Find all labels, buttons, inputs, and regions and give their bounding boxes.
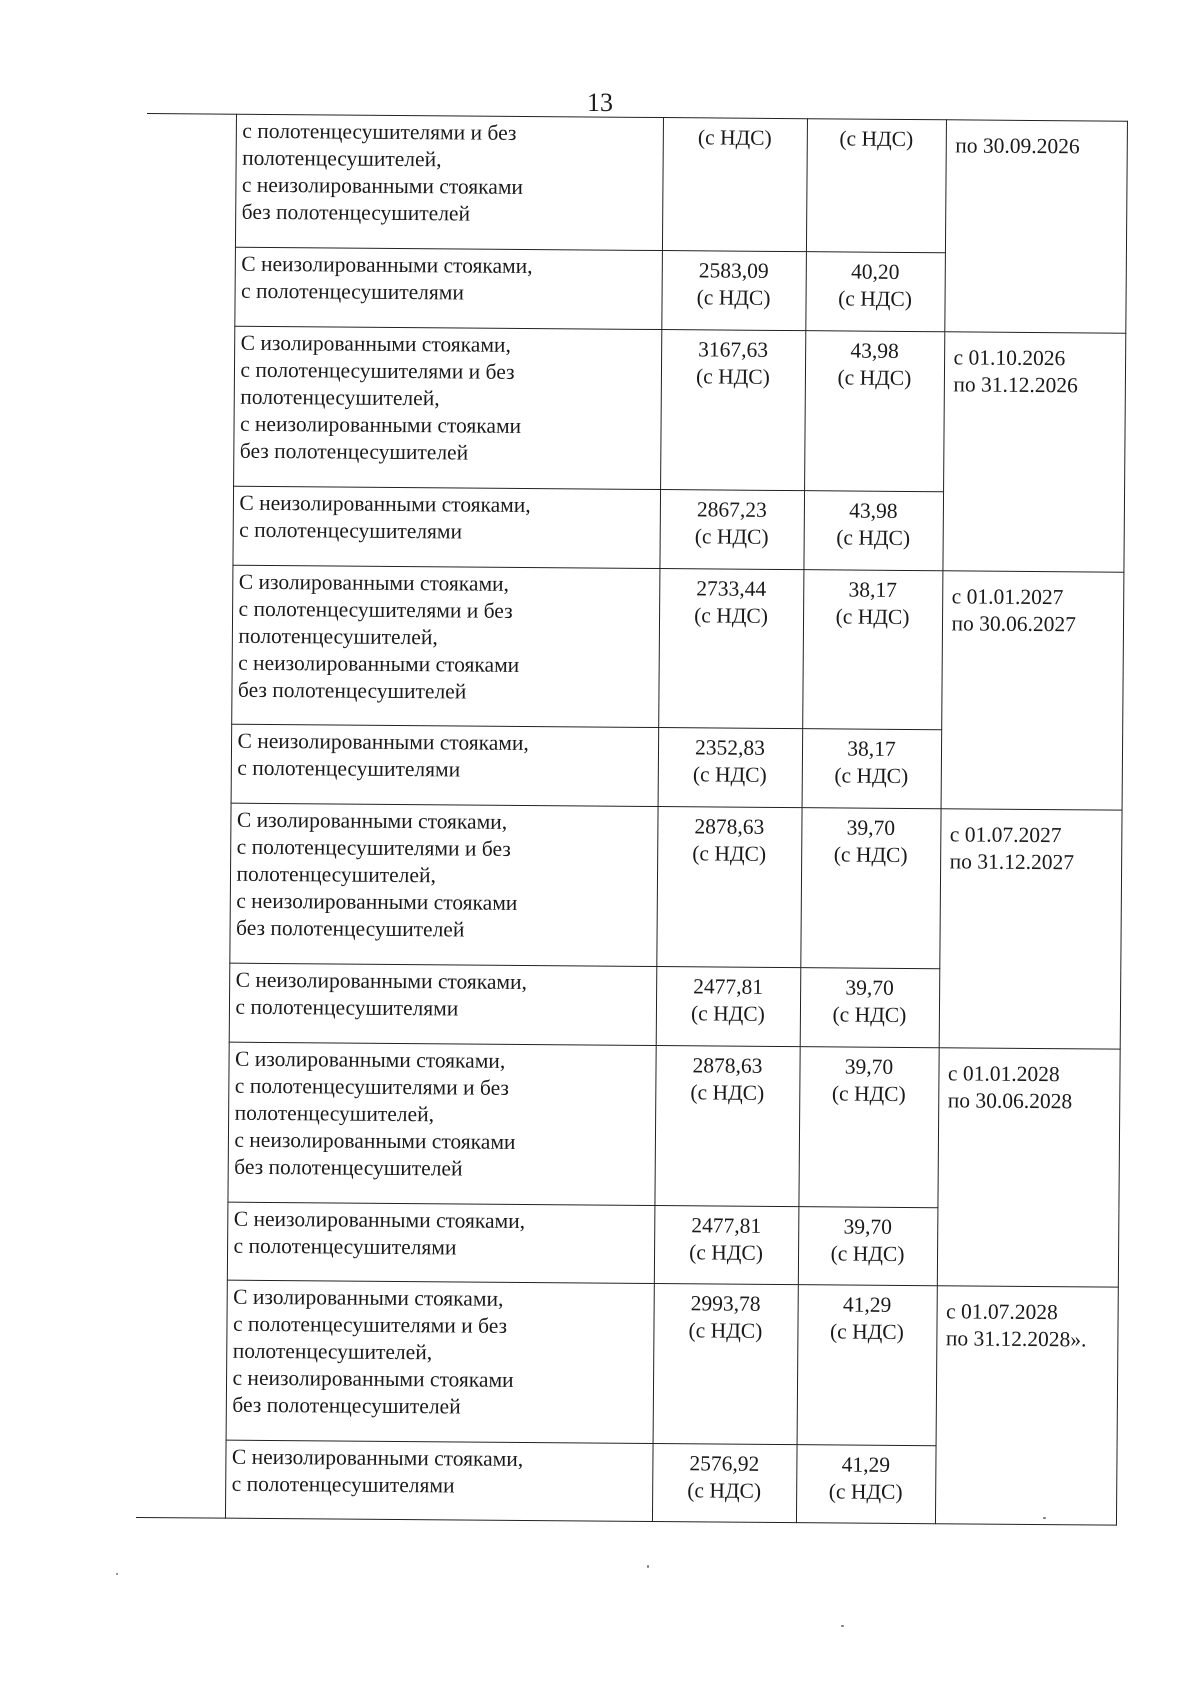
tariff-rate-line: (с НДС) xyxy=(836,525,911,550)
scan-speck xyxy=(116,1573,118,1575)
tariff-rate-line: 39,70 xyxy=(843,1214,893,1239)
tariff-price-line: (с НДС) xyxy=(690,1001,765,1026)
riser-description-line: с полотенцесушителями xyxy=(231,1471,455,1498)
validity-period-line: с 01.07.2027 xyxy=(949,822,1062,848)
tariff-rate-line: (с НДС) xyxy=(835,604,910,629)
riser-description-line: полотенцесушителей, xyxy=(238,623,438,650)
tariff-price-line: 2583,09 xyxy=(698,258,769,284)
tariff-rate-line: (с НДС) xyxy=(833,842,908,868)
scan-speck xyxy=(841,1625,844,1627)
validity-period-line: по 30.09.2026 xyxy=(955,133,1080,159)
riser-description-line: полотенцесушителей, xyxy=(234,1100,435,1127)
tariff-price-line: (с НДС) xyxy=(687,1478,762,1503)
scan-speck xyxy=(647,1565,649,1568)
riser-description-line: без полотенцесушителей xyxy=(239,438,469,465)
riser-description-line: с полотенцесушителями xyxy=(235,994,459,1021)
tariff-price-line: (с НДС) xyxy=(688,1318,763,1344)
table-row xyxy=(137,1280,1118,1447)
tariff-rate xyxy=(800,808,940,969)
riser-description-line: с полотенцесушителями и без xyxy=(236,835,511,862)
validity-period-line: по 30.06.2028 xyxy=(947,1088,1073,1114)
riser-description-line: С неизолированными стояками, xyxy=(237,729,529,756)
riser-description-line: с полотенцесушителями xyxy=(237,756,461,782)
tariff-price xyxy=(656,967,801,1047)
tariff-rate-line: 41,29 xyxy=(842,1292,892,1318)
tariff-rate xyxy=(802,569,942,730)
tariff-rate-line: (с НДС) xyxy=(828,1479,903,1505)
tariff-rate xyxy=(806,119,946,254)
validity-period xyxy=(937,1048,1120,1288)
riser-description-line: с полотенцесушителями и без xyxy=(232,1312,508,1339)
tariff-price xyxy=(658,568,803,729)
tariff-price-line: (с НДС) xyxy=(689,1239,764,1265)
tariff-price-line: (с НДС) xyxy=(690,1080,765,1105)
riser-description-line: С неизолированными стояками, xyxy=(235,967,528,995)
riser-description-line: с полотенцесушителями xyxy=(239,517,463,544)
tariff-rate-line: (с НДС) xyxy=(830,1240,905,1266)
riser-description-line: полотенцесушителей, xyxy=(240,384,440,411)
tariff-price-line: 2733,44 xyxy=(696,576,767,601)
riser-description-line: без полотенцесушителей xyxy=(234,1154,463,1181)
riser-description-line: с полотенцесушителями и без xyxy=(242,118,517,145)
tariff-rate-line: 39,70 xyxy=(846,815,896,841)
validity-period xyxy=(942,332,1125,572)
tariff-price xyxy=(654,1045,799,1206)
tariff-price xyxy=(652,1444,797,1523)
riser-description xyxy=(231,565,659,728)
riser-description xyxy=(235,114,663,251)
tariff-price xyxy=(658,728,803,808)
tariff-rate-line: 38,17 xyxy=(847,737,896,762)
tariff-price xyxy=(659,489,804,569)
tariff-price-line: 2477,81 xyxy=(691,1212,762,1238)
validity-period-line: с 01.10.2026 xyxy=(953,345,1066,371)
tariff-rate-line: (с НДС) xyxy=(831,1081,906,1106)
tariff-price xyxy=(661,251,806,331)
riser-description-line: с неизолированными стояками xyxy=(238,650,520,677)
table-row xyxy=(144,326,1125,493)
riser-description-line: С неизолированными стояками, xyxy=(231,1444,524,1472)
riser-description xyxy=(226,1281,654,1444)
riser-description xyxy=(229,803,657,966)
riser-description-line: с полотенцесушителями xyxy=(233,1233,457,1260)
tariff-price xyxy=(656,807,801,968)
tariff-rate xyxy=(798,1046,938,1207)
tariff-price-line: 2867,23 xyxy=(696,497,767,522)
document-sheet xyxy=(136,113,1127,1526)
tariff-price-line: 2993,78 xyxy=(690,1291,761,1317)
riser-description-line: с неизолированными стояками xyxy=(236,889,518,916)
riser-description-line: с неизолированными стояками xyxy=(241,172,524,199)
tariff-rate xyxy=(796,1445,936,1524)
riser-description xyxy=(233,326,661,489)
validity-period-line: с 01.01.2027 xyxy=(951,584,1064,609)
table-row xyxy=(138,1041,1119,1208)
validity-period-line: с 01.07.2028 xyxy=(946,1299,1058,1325)
tariff-rate-line: (с НДС) xyxy=(829,1319,904,1345)
tariff-rate-line: (с НДС) xyxy=(839,126,914,152)
tariff-rate-line: (с НДС) xyxy=(837,365,912,391)
tariff-price xyxy=(660,330,805,491)
tariff-price-line: (с НДС) xyxy=(696,285,771,311)
tariff-price-line: 2878,63 xyxy=(692,1053,763,1078)
riser-description xyxy=(225,1440,653,1521)
table-row xyxy=(146,113,1127,254)
tariff-rate xyxy=(797,1285,937,1446)
tariff-rate xyxy=(800,968,940,1048)
riser-description-line: без полотенцесушителей xyxy=(232,1393,461,1419)
riser-description-line: С изолированными стояками, xyxy=(236,808,508,835)
scan-speck xyxy=(1043,1517,1046,1519)
tariff-rate-line: 39,70 xyxy=(844,1054,894,1079)
riser-description-line: С изолированными стояками, xyxy=(238,569,510,596)
validity-period xyxy=(941,571,1124,811)
riser-description-line: С неизолированными стояками, xyxy=(233,1206,526,1233)
row-number-cell xyxy=(136,113,236,1518)
tariff-rate xyxy=(805,252,945,332)
riser-description xyxy=(232,486,660,568)
riser-description xyxy=(229,963,657,1045)
tariff-price-line: 3167,63 xyxy=(698,337,769,363)
validity-period xyxy=(935,1286,1118,1525)
tariff-rate xyxy=(804,331,944,492)
riser-description-line: без полотенцесушителей xyxy=(236,916,465,942)
validity-period xyxy=(939,809,1122,1049)
riser-description xyxy=(234,248,662,330)
tariff-price xyxy=(653,1284,798,1445)
tariff-rate-line: 38,17 xyxy=(848,577,898,602)
riser-description xyxy=(227,1202,655,1284)
riser-description-line: с полотенцесушителями и без xyxy=(238,596,513,623)
riser-description-line: без полотенцесушителей xyxy=(237,677,467,704)
tariff-rate-line: 39,70 xyxy=(845,975,894,1000)
tariff-rate-line: 40,20 xyxy=(850,259,900,285)
validity-period-line: по 30.06.2027 xyxy=(951,611,1076,637)
riser-description xyxy=(227,1042,655,1205)
tariff-price xyxy=(654,1205,799,1285)
riser-description-line: с неизолированными стояками xyxy=(239,411,522,439)
tariff-price-line: (с НДС) xyxy=(694,603,769,628)
tariff-price-line: (с НДС) xyxy=(692,841,767,867)
riser-description-line: с полотенцесушителями и без xyxy=(234,1073,510,1100)
riser-description-line: без полотенцесушителей xyxy=(241,199,471,226)
riser-description-line: с неизолированными стояками xyxy=(232,1366,514,1393)
riser-description-line: С неизолированными стояками, xyxy=(239,490,531,517)
table-row xyxy=(142,564,1123,731)
tariff-table xyxy=(136,113,1128,1526)
tariff-rate-line: 43,98 xyxy=(849,498,898,523)
validity-period xyxy=(944,120,1127,334)
tariff-price-line: 2576,92 xyxy=(689,1451,760,1476)
table-row xyxy=(140,803,1121,970)
riser-description-line: с полотенцесушителями и без xyxy=(240,357,515,385)
riser-description-line: с неизолированными стояками xyxy=(234,1127,516,1154)
tariff-price-line: 2477,81 xyxy=(693,974,764,999)
validity-period-line: по 31.12.2027 xyxy=(949,849,1075,875)
tariff-price-line: (с НДС) xyxy=(694,524,769,549)
tariff-rate-line: 43,98 xyxy=(850,338,899,364)
riser-description-line: полотенцесушителей, xyxy=(232,1339,433,1365)
riser-description xyxy=(231,725,659,807)
tariff-price-line: 2878,63 xyxy=(694,814,765,840)
validity-period-line: по 31.12.2028». xyxy=(945,1326,1087,1352)
tariff-rate xyxy=(803,491,943,571)
tariff-rate-line: (с НДС) xyxy=(834,763,909,789)
tariff-rate-line: 41,29 xyxy=(841,1452,891,1477)
tariff-price-line: (с НДС) xyxy=(695,364,770,390)
tariff-price xyxy=(662,118,807,253)
tariff-price-line: (с НДС) xyxy=(697,125,772,150)
tariff-price-line: 2352,83 xyxy=(694,735,766,761)
riser-description-line: полотенцесушителей, xyxy=(242,145,442,172)
tariff-price-line: (с НДС) xyxy=(692,762,767,788)
tariff-rate xyxy=(798,1206,938,1286)
riser-description-line: С изолированными стояками, xyxy=(240,330,511,358)
riser-description-line: с полотенцесушителями xyxy=(241,279,465,305)
riser-description-line: С изолированными стояками, xyxy=(233,1285,504,1312)
validity-period-line: с 01.01.2028 xyxy=(947,1061,1060,1087)
tariff-rate-line: (с НДС) xyxy=(832,1002,907,1028)
validity-period-line: по 31.12.2026 xyxy=(953,372,1078,398)
tariff-rate xyxy=(802,729,942,809)
page-number: 13 xyxy=(587,88,613,117)
riser-description-line: С неизолированными стояками, xyxy=(241,252,533,279)
riser-description-line: полотенцесушителей, xyxy=(236,862,436,888)
tariff-rate-line: (с НДС) xyxy=(838,286,913,312)
riser-description-line: С изолированными стояками, xyxy=(234,1046,506,1073)
